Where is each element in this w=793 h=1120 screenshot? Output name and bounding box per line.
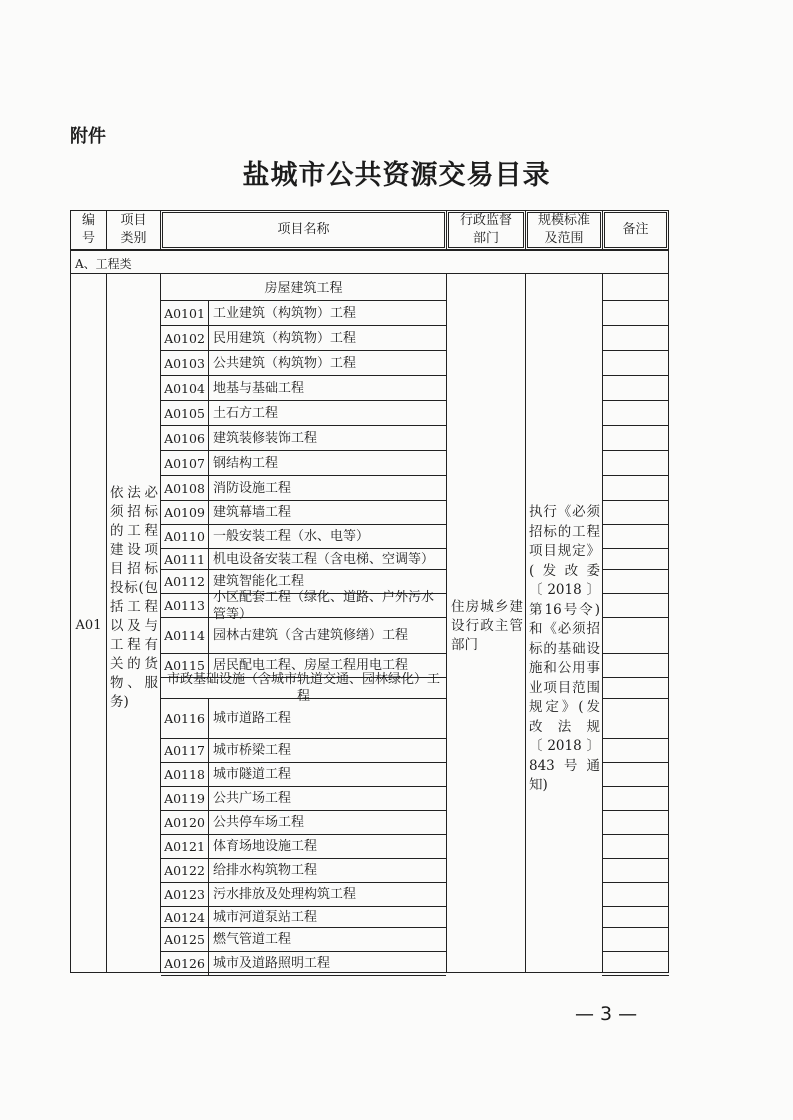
remark-cell xyxy=(602,301,669,326)
item-name: 燃气管道工程 xyxy=(209,928,446,952)
col-divider xyxy=(446,273,447,973)
remark-cell xyxy=(602,907,669,928)
remark-cell xyxy=(602,739,669,763)
item-name: 城市河道泵站工程 xyxy=(209,907,446,928)
remark-cell xyxy=(602,976,669,1000)
item-code: A0115 xyxy=(161,654,209,678)
item-name: 居民配电工程、房屋工程用电工程 xyxy=(209,654,446,678)
group-code: A01 xyxy=(75,618,102,633)
remark-cell xyxy=(602,326,669,351)
item-name: 小区配套工程（绿化、道路、户外污水管等） xyxy=(209,594,446,618)
item-code: A0104 xyxy=(161,376,209,401)
page-number: — 3 — xyxy=(575,1003,638,1025)
item-code: A0105 xyxy=(161,401,209,426)
item-code: A0113 xyxy=(161,594,209,618)
item-code: A0108 xyxy=(161,476,209,501)
header-name: 项目名称 xyxy=(160,210,447,250)
header-scope: 规模标准及范围 xyxy=(525,210,603,250)
subheader-row: 市政基础设施（含城市轨道交通、园林绿化）工程 xyxy=(161,678,446,699)
item-name: 土石方工程 xyxy=(209,401,446,426)
remark-cell xyxy=(602,594,669,618)
item-code: A0118 xyxy=(161,763,209,787)
remark-cell xyxy=(602,276,669,301)
item-code: A0116 xyxy=(161,699,209,739)
item-name: 城市道路工程 xyxy=(209,699,446,739)
item-code: A0123 xyxy=(161,883,209,907)
remark-cell xyxy=(602,401,669,426)
remark-cell xyxy=(602,835,669,859)
header-category: 项目类别 xyxy=(106,210,161,250)
remark-cell xyxy=(602,811,669,835)
item-name: 公共停车场工程 xyxy=(209,811,446,835)
item-code: A0122 xyxy=(161,859,209,883)
item-name: 污水排放及处理构筑工程 xyxy=(209,883,446,907)
remark-cell xyxy=(602,451,669,476)
item-name: 建筑幕墙工程 xyxy=(209,501,446,525)
item-code: A0107 xyxy=(161,451,209,476)
remark-cell xyxy=(602,928,669,952)
remark-cell xyxy=(602,678,669,699)
attachment-label: 附件 xyxy=(70,126,106,147)
item-code: A0114 xyxy=(161,618,209,654)
item-name: 消防设施工程 xyxy=(209,476,446,501)
group-category: 依法必须招标的工程建设项目招标投标(包括工程以及与工程有关的货物、服务) xyxy=(110,485,158,710)
remark-cell xyxy=(602,501,669,525)
item-code: A0112 xyxy=(161,570,209,594)
page-title: 盐城市公共资源交易目录 xyxy=(242,160,551,191)
item-code: A0106 xyxy=(161,426,209,451)
item-code: A0125 xyxy=(161,928,209,952)
item-name: 钢结构工程 xyxy=(209,451,446,476)
item-name: 给排水构筑物工程 xyxy=(209,859,446,883)
item-name: 城市及道路照明工程 xyxy=(209,952,446,976)
remark-cell xyxy=(602,549,669,570)
remark-cell xyxy=(602,787,669,811)
item-name: 公共广场工程 xyxy=(209,787,446,811)
header-remark: 备注 xyxy=(602,210,669,250)
item-name: 建筑智能化工程 xyxy=(209,570,446,594)
item-code: A0102 xyxy=(161,326,209,351)
remark-cell xyxy=(602,883,669,907)
remark-cell xyxy=(602,351,669,376)
item-code: A0121 xyxy=(161,835,209,859)
remark-cell xyxy=(602,376,669,401)
item-name: 园林古建筑（含古建筑修缮）工程 xyxy=(209,618,446,654)
header-no: 编号 xyxy=(70,210,107,250)
item-name: 城市隧道工程 xyxy=(209,763,446,787)
col-divider xyxy=(525,273,526,973)
remark-cell xyxy=(602,525,669,549)
item-code: A0126 xyxy=(161,952,209,976)
item-name: 一般安装工程（水、电等） xyxy=(209,525,446,549)
item-code: A0124 xyxy=(161,907,209,928)
remark-cell xyxy=(602,952,669,976)
item-code: A0101 xyxy=(161,301,209,326)
supervising-department: 住房城乡建设行政主管部门 xyxy=(451,599,523,653)
item-code: A0103 xyxy=(161,351,209,376)
header-dept: 行政监督部门 xyxy=(446,210,526,250)
item-name: 工业建筑（构筑物）工程 xyxy=(209,301,446,326)
remark-cell xyxy=(602,426,669,451)
remark-cell xyxy=(602,699,669,739)
item-code: A0120 xyxy=(161,811,209,835)
item-code: A0111 xyxy=(161,549,209,570)
item-code: A0110 xyxy=(161,525,209,549)
remark-cell xyxy=(602,654,669,678)
item-name: 城市桥梁工程 xyxy=(209,739,446,763)
item-name: 机电设备安装工程（含电梯、空调等） xyxy=(209,549,446,570)
subheader-row: 房屋建筑工程 xyxy=(161,276,446,301)
item-code: A0119 xyxy=(161,787,209,811)
remark-cell xyxy=(602,570,669,594)
item-name: 建筑装修装饰工程 xyxy=(209,426,446,451)
item-name: 体育场地设施工程 xyxy=(209,835,446,859)
item-name: 地基与基础工程 xyxy=(209,376,446,401)
item-name: 民用建筑（构筑物）工程 xyxy=(209,326,446,351)
scale-scope: 执行《必须招标的工程项目规定》(发改委〔2018〕第16号令)和《必须招标的基础设施和公用事业项目范围规定》(发改法规〔2018〕843号通知) xyxy=(529,504,600,793)
remark-cell xyxy=(602,859,669,883)
remark-cell xyxy=(602,763,669,787)
section-label: A、工程类 xyxy=(70,250,669,274)
item-name: 公共建筑（构筑物）工程 xyxy=(209,351,446,376)
remark-cell xyxy=(602,476,669,501)
remark-cell xyxy=(602,618,669,654)
item-code: A0117 xyxy=(161,739,209,763)
item-code: A0109 xyxy=(161,501,209,525)
